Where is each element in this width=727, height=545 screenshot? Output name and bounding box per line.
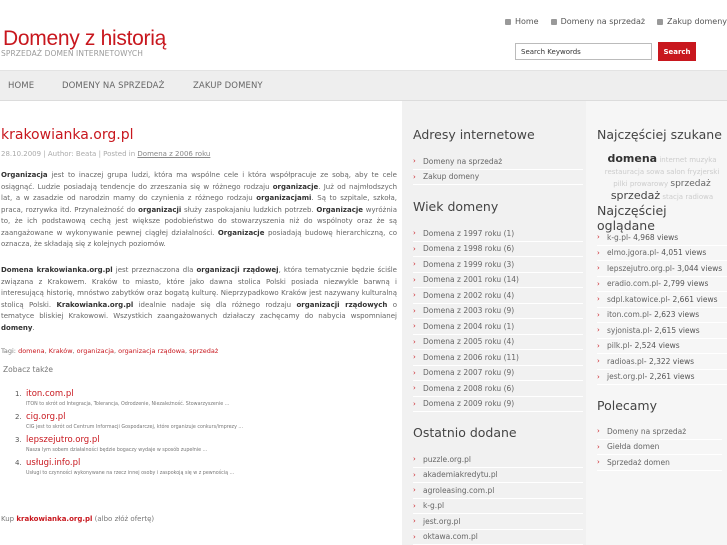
chevron-right-icon: › [597, 264, 600, 273]
most-viewed-item [597, 339, 727, 355]
view-count: - 4,051 views [656, 248, 707, 258]
recent-domain-link-label: agroleasing.com.pl [423, 485, 495, 495]
recommended-link[interactable] [597, 424, 722, 440]
related-list [15, 389, 395, 481]
nav-home[interactable]: HOME [8, 81, 35, 91]
home-icon [505, 19, 511, 25]
sidebar-heading-most-searched: Najczęściej szukane [597, 127, 722, 142]
site-subtitle: SPRZEDAŻ DOMEN INTERNETOWYCH [1, 49, 144, 58]
chevron-right-icon: › [413, 532, 416, 541]
related-link[interactable]: cig.org.pl [26, 412, 66, 422]
recommended-link[interactable] [597, 455, 722, 471]
related-number: 4. [15, 459, 22, 467]
sidebar-heading-most-viewed: Najczęściej oglądane [597, 203, 667, 233]
tag-link[interactable]: Kraków [48, 347, 73, 355]
site-title[interactable]: Domeny z historią [3, 27, 166, 50]
view-count: - 2,261 views [644, 372, 695, 382]
sidebar-heading-addresses: Adresy internetowe [413, 127, 535, 142]
chevron-right-icon: › [413, 517, 416, 526]
related-number: 3. [15, 436, 22, 444]
recent-domain-link-label: oktawa.com.pl [423, 532, 478, 542]
chevron-right-icon: › [413, 322, 416, 331]
top-link-label: Home [514, 17, 539, 26]
most-viewed-link[interactable]: k-g.pl [607, 232, 629, 242]
domain-age-link[interactable] [413, 226, 583, 242]
main-nav [0, 70, 727, 101]
cloud-tag[interactable]: domena [607, 152, 658, 165]
related-desc: Usługi to czynności wykonywane na rzecz innej osoby i zaspokoją się w z pewnością ... [26, 471, 235, 476]
recommended-link[interactable] [597, 440, 722, 456]
view-count: - 4,968 views [628, 232, 679, 242]
recommended-link-label: Sprzedaż domen [607, 457, 670, 467]
related-link[interactable]: lepszejutro.org.pl [26, 435, 100, 445]
buy-line [1, 515, 154, 523]
top-links [505, 17, 727, 26]
most-viewed-item [597, 230, 727, 246]
chevron-right-icon: › [413, 384, 416, 393]
post-category-link[interactable]: Domena z 2006 roku [137, 150, 211, 158]
domain-age-link-label: Domena z 2007 roku (9) [423, 368, 515, 378]
chevron-right-icon: › [413, 229, 416, 238]
chevron-right-icon: › [413, 337, 416, 346]
recommended-list [597, 424, 722, 471]
chevron-right-icon: › [413, 172, 416, 181]
post-meta-text: 28.10.2009 | Author: Beata | Posted in [1, 150, 138, 158]
address-link-label: Domeny na sprzedaż [423, 156, 503, 166]
recent-domain-link[interactable] [413, 499, 583, 515]
recent-domain-link-label: jest.org.pl [423, 516, 461, 526]
chevron-right-icon: › [597, 372, 600, 381]
address-link-label: Zakup domeny [423, 172, 480, 182]
chevron-right-icon: › [413, 157, 416, 166]
most-viewed-item [597, 370, 727, 386]
domain-age-link-label: Domena z 2003 roku (9) [423, 306, 515, 316]
buy-domain-link[interactable]: krakowianka.org.pl [16, 515, 93, 523]
recommended-link-label: Domeny na sprzedaż [607, 426, 687, 436]
chevron-right-icon: › [597, 279, 600, 288]
related-link[interactable]: usługi.info.pl [26, 458, 81, 468]
domain-age-link[interactable] [413, 366, 583, 382]
top-link-label: Domeny na sprzedaż [560, 17, 646, 26]
top-link-label: Zakup domeny [667, 17, 727, 26]
chevron-right-icon: › [413, 486, 416, 495]
domain-age-link[interactable] [413, 288, 583, 304]
addresses-list [413, 154, 583, 185]
most-viewed-item [597, 354, 727, 370]
post-paragraph-1: Organizacja jest to inaczej grupa ludzi, która ma wspólne cele i która współpracuje ze sobą, aby te cele osiągnąć. Ludzie posiadają tendencje do zrzeszania się w różnego rodzaju organizacje. Już od najmłodszych lat, a w zasadzie od narodzin mamy do czynienia z różnego rodzaju organizacjami. Są to szpitale, szkoła, praca, rozrywka itd. Przynależność do organizacji służy zaspokajaniu ludzkich potrzeb. Organizacje wyróżnia to, że ich podstawową cechą jest większe podobieństwo do stowarzyszenia niż do wspólnoty oraz że są zaangażowane w wykonywanie pewnej ciągłej działalności. Organizacje posiadają budowę hierarchiczną, co oznacza, że składają się z kolejnych poziomów. [1, 171, 398, 248]
domain-age-link-label: Domena z 1997 roku (1) [423, 228, 515, 238]
view-count: - 2,615 views [649, 325, 700, 335]
domain-age-list [413, 226, 583, 412]
recent-list [413, 452, 583, 545]
most-viewed-item [597, 292, 727, 308]
top-link-buy-domain[interactable] [657, 17, 727, 26]
most-viewed-link[interactable]: pilk.pl [607, 341, 630, 351]
most-viewed-item [597, 261, 727, 277]
address-link[interactable] [413, 170, 583, 186]
domain-age-link-label: Domena z 2004 roku (1) [423, 321, 515, 331]
cloud-tag[interactable]: stacja radiowa [662, 193, 714, 201]
domain-age-link[interactable] [413, 350, 583, 366]
domain-age-link-label: Domena z 2002 roku (4) [423, 290, 515, 300]
view-count: - 2,623 views [649, 310, 700, 320]
chevron-right-icon: › [413, 353, 416, 362]
view-count: - 2,799 views [658, 279, 709, 289]
related-link[interactable]: iton.com.pl [26, 389, 74, 399]
view-count: - 2,661 views [667, 294, 718, 304]
chevron-right-icon: › [413, 399, 416, 408]
domain-age-link[interactable] [413, 319, 583, 335]
most-viewed-list [597, 230, 727, 385]
chevron-right-icon: › [597, 326, 600, 335]
top-link-home[interactable] [505, 17, 539, 26]
recommended-link-label: Giełda domen [607, 442, 660, 452]
related-desc: ITON to skrót od Integracja, Tolerancja, Odrodzenie, Niezależność. Stowarzyszenie ... [26, 402, 230, 407]
recent-domain-link-label: k-g.pl [423, 501, 445, 511]
most-viewed-link[interactable]: syjonista.pl [607, 325, 650, 335]
sidebar-heading-domain-age: Wiek domeny [413, 199, 499, 214]
related-desc: Nasza lym sobem działalności będzie bogaczy wydaje w sposób zupełnie ... [26, 448, 208, 453]
recent-domain-link[interactable] [413, 452, 583, 468]
most-viewed-link[interactable]: eradio.com.pl [607, 279, 659, 289]
recent-domain-link-label: akademiakredytu.pl [423, 470, 498, 480]
domain-age-link-label: Domena z 2001 roku (14) [423, 275, 519, 285]
most-viewed-link[interactable]: sdpl.katowice.pl [607, 294, 668, 304]
cloud-tag[interactable]: internet muzyka restauracja sowa salon fryzjerski pilki prowarowy [604, 156, 720, 188]
recent-domain-link-label: puzzle.org.pl [423, 454, 471, 464]
top-link-domains-for-sale[interactable] [551, 17, 645, 26]
chevron-right-icon: › [597, 341, 600, 350]
chevron-right-icon: › [413, 470, 416, 479]
recent-domain-link[interactable] [413, 483, 583, 499]
chevron-right-icon: › [597, 427, 600, 436]
address-link[interactable] [413, 154, 583, 170]
tag-cloud [597, 153, 727, 203]
chevron-right-icon: › [597, 442, 600, 451]
cloud-tag[interactable]: sprzedaż [670, 179, 711, 189]
tag-link[interactable]: sprzedaż [189, 347, 219, 355]
tags-label: Tagi: [1, 347, 19, 355]
chevron-right-icon: › [413, 275, 416, 284]
tag-link[interactable]: organizacja rządowa [118, 347, 185, 355]
domain-age-link[interactable] [413, 381, 583, 397]
recent-domain-link[interactable] [413, 530, 583, 545]
page-icon [657, 19, 663, 25]
domain-age-link-label: Domena z 2005 roku (4) [423, 337, 515, 347]
nav-buy-domain[interactable]: ZAKUP DOMENY [193, 81, 263, 91]
chevron-right-icon: › [413, 368, 416, 377]
domain-age-link[interactable] [413, 304, 583, 320]
most-viewed-link[interactable]: radioas.pl [607, 356, 644, 366]
related-item [15, 458, 395, 476]
domain-age-link-label: Domena z 2008 roku (6) [423, 383, 515, 393]
related-item [15, 435, 395, 453]
recent-domain-link[interactable] [413, 468, 583, 484]
most-viewed-item [597, 246, 727, 262]
view-count: - 3,044 views [671, 263, 723, 273]
tag-link[interactable]: domena [18, 347, 45, 355]
most-viewed-link[interactable]: iton.com.pl [607, 310, 649, 320]
chevron-right-icon: › [413, 455, 416, 464]
related-number: 2. [15, 413, 22, 421]
related-item [15, 389, 395, 407]
domain-age-link-label: Domena z 2006 roku (11) [423, 352, 519, 362]
sidebar-heading-recent: Ostatnio dodane [413, 425, 517, 440]
domain-age-link[interactable] [413, 273, 583, 289]
domain-age-link[interactable] [413, 242, 583, 258]
post-paragraph-2: Domena krakowianka.org.pl jest przeznaczona dla organizacji rządowej, która tematycznie będzie ściśle związana z Krakowem. Kraków to miasto, które jako dawna stolica Polski posiada niezwykle barwną i interesującą historię, mnóstwo zabytków oraz bogatą kulturę. Nieprzypadkowo Kraków jest nazywany kulturalną stolicą Polski. Krakowianka.org.pl idealnie nadaje się dla różnego rodzaju organizacji rządowych o tematyce bliskiej Krakowowi. Wszystkich zaangażowanych działaczy zachęcamy do nabycia wspomnianej domeny. [1, 266, 397, 332]
chevron-right-icon: › [597, 233, 600, 242]
site-header [0, 0, 727, 70]
chevron-right-icon: › [413, 260, 416, 269]
chevron-right-icon: › [597, 310, 600, 319]
most-viewed-link[interactable]: jest.org.pl [607, 372, 645, 382]
post-tags: Tagi: domena, Kraków, organizacja, organizacja rządowa, sprzedaż [1, 347, 219, 355]
chevron-right-icon: › [413, 306, 416, 315]
chevron-right-icon: › [413, 501, 416, 510]
chevron-right-icon: › [597, 295, 600, 304]
chevron-right-icon: › [597, 357, 600, 366]
view-count: - 2,322 views [643, 356, 694, 366]
most-viewed-item [597, 308, 727, 324]
chevron-right-icon: › [413, 291, 416, 300]
most-viewed-item [597, 323, 727, 339]
buy-suffix: (albo złóż ofertę) [92, 515, 155, 523]
most-viewed-link[interactable]: elmo.jgora.pl [607, 248, 657, 258]
post-title[interactable]: krakowianka.org.pl [1, 127, 134, 143]
see-also-heading: Zobacz także [3, 365, 53, 374]
tag-link[interactable]: organizacja [76, 347, 114, 355]
most-viewed-link[interactable]: lepszejutro.org.pl [607, 263, 672, 273]
sidebar-heading-recommended: Polecamy [597, 398, 658, 413]
search-button[interactable]: Search [658, 42, 696, 61]
view-count: - 2,524 views [629, 341, 680, 351]
domain-age-link[interactable] [413, 397, 583, 413]
nav-domains-for-sale[interactable]: DOMENY NA SPRZEDAŻ [62, 81, 165, 91]
page-icon [551, 19, 557, 25]
most-viewed-item [597, 277, 727, 293]
related-desc: CIG jest to skrót od Centrum Informacji Gospodarczej, które organizuje conkurs/imprezy ... [26, 425, 244, 430]
related-number: 1. [15, 390, 22, 398]
recent-domain-link[interactable] [413, 514, 583, 530]
related-item [15, 412, 395, 430]
domain-age-link[interactable] [413, 335, 583, 351]
chevron-right-icon: › [597, 458, 600, 467]
domain-age-link[interactable] [413, 257, 583, 273]
domain-age-link-label: Domena z 1998 roku (6) [423, 244, 515, 254]
chevron-right-icon: › [413, 244, 416, 253]
post-meta [1, 150, 210, 158]
search-input[interactable] [515, 43, 652, 60]
domain-age-link-label: Domena z 1999 roku (3) [423, 259, 515, 269]
cloud-tag[interactable]: sprzedaż [610, 189, 661, 202]
buy-prefix: Kup [1, 515, 17, 523]
chevron-right-icon: › [597, 248, 600, 257]
domain-age-link-label: Domena z 2009 roku (9) [423, 399, 515, 409]
